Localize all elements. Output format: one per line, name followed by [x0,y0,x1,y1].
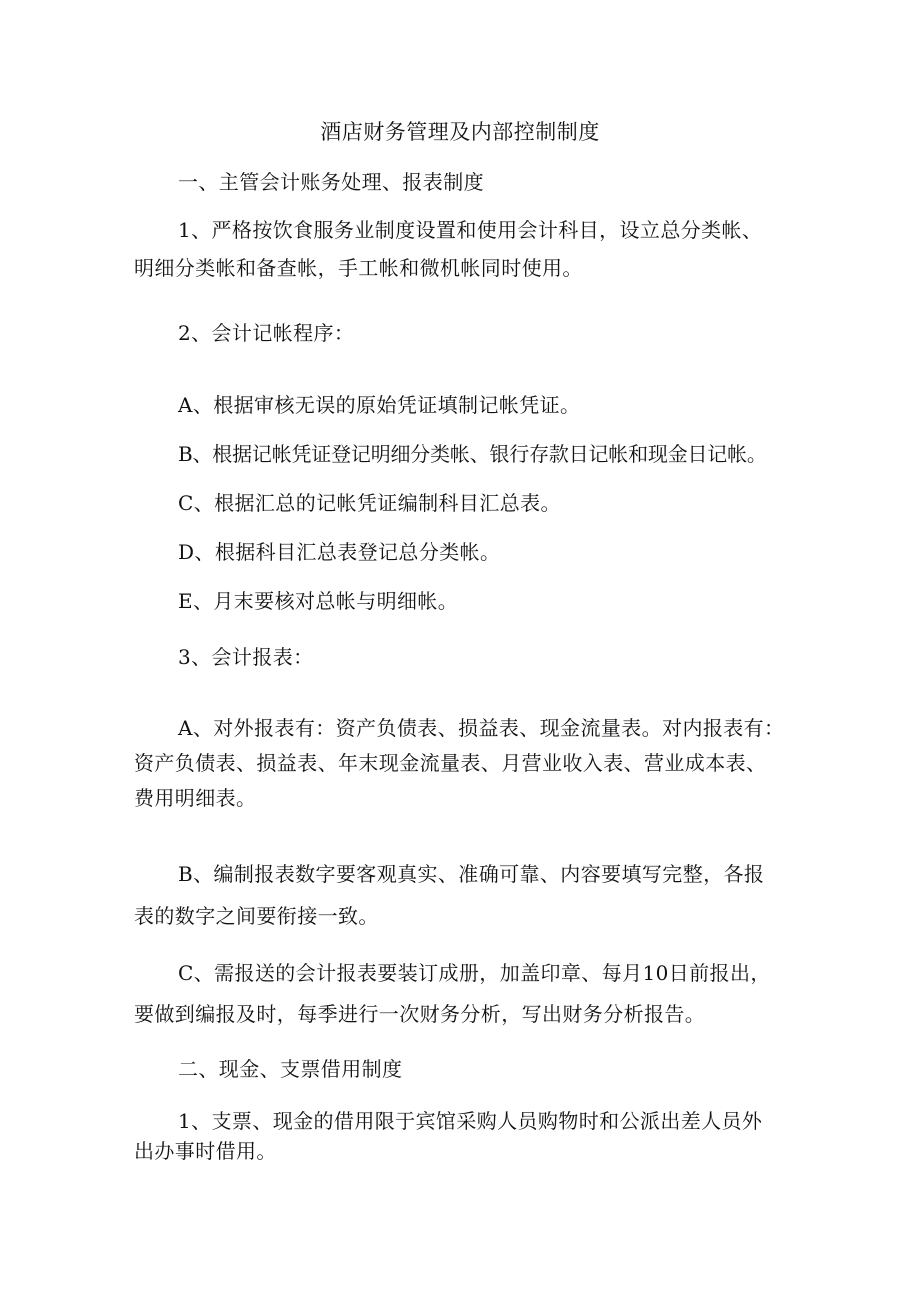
paragraph-item-3-heading: 3、会计报表： [178,645,314,669]
paragraph-item-2b: B、根据记帐凭证登记明细分类帐、银行存款日记帐和现金日记帐。 [178,442,767,466]
paragraph-item-2e: E、月末要核对总帐与明细帐。 [178,589,459,613]
paragraph-item-2-heading: 2、会计记帐程序： [178,321,355,345]
section-heading-1: 一、主管会计账务处理、报表制度 [178,170,484,194]
paragraph-item-1: 1、严格按饮食服务业制度设置和使用会计科目，设立总分类帐、 明细分类帐和备查帐，手工帐和微机帐同时使用。 [134,218,763,280]
paragraph-item-3c: C、需报送的会计报表要装订成册，加盖印章、每月10日前报出， 要做到编报及时，每季进行一次财务分析，写出财务分析报告。 [134,961,771,1026]
paragraph-item-2d: D、根据科目汇总表登记总分类帐。 [178,540,501,564]
paragraph-item-2a: A、根据审核无误的原始凭证填制记帐凭证。 [178,393,581,417]
document-title: 酒店财务管理及内部控制制度 [320,120,600,144]
section-heading-2: 二、现金、支票借用制度 [178,1057,403,1081]
paragraph-item-3a: A、对外报表有：资产负债表、损益表、现金流量表。对内报表有： 资产负债表、损益表、年末现金流量表、月营业收入表、营业成本表、 费用明细表。 [134,716,785,810]
paragraph-item-2c: C、根据汇总的记帐凭证编制科目汇总表。 [178,491,561,515]
paragraph-item-3b: B、编制报表数字要客观真实、准确可靠、内容要填写完整，各报 表的数字之间要衔接一致。 [134,862,765,928]
paragraph-s2-item-1: 1、支票、现金的借用限于宾馆采购人员购物时和公派出差人员外 出办事时借用。 [134,1109,763,1163]
